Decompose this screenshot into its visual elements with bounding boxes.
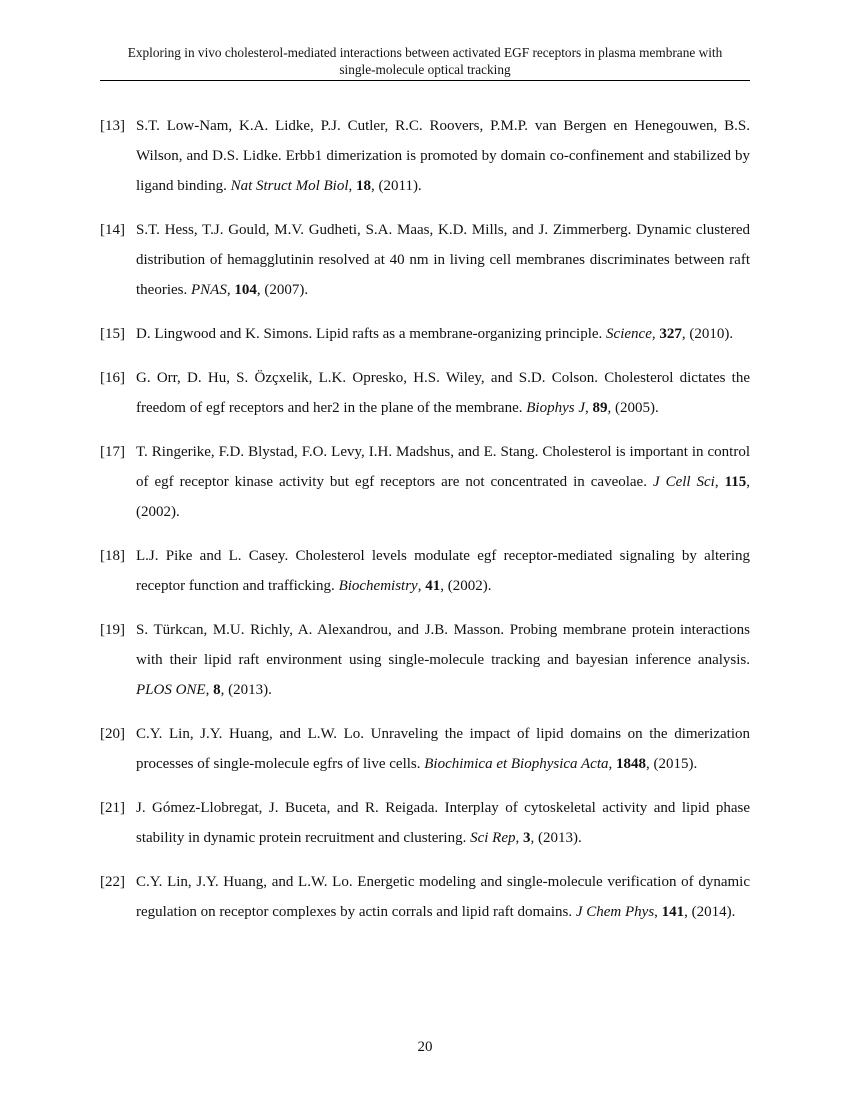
reference-journal: J Chem Phys <box>575 904 655 920</box>
reference-journal: Biochemistry <box>338 578 418 594</box>
reference-year: (2002). <box>136 504 180 520</box>
reference-volume: 104 <box>234 282 257 298</box>
reference-journal: PNAS <box>190 282 227 298</box>
header-rule <box>100 80 750 81</box>
reference-item <box>100 319 750 349</box>
reference-journal: Sci Rep <box>470 830 516 846</box>
reference-journal: Science <box>606 326 652 342</box>
reference-volume: 1848 <box>616 756 647 772</box>
reference-journal: PLOS ONE <box>136 682 206 698</box>
reference-journal: Nat Struct Mol Biol <box>230 178 349 194</box>
reference-item <box>100 215 750 305</box>
reference-text: S.T. Hess, T.J. Gould, M.V. Gudheti, S.A. Maas, K.D. Mills, and J. Zimmerberg. Dynamic clustered distribution of hemagglutinin resolved at 40 nm in living cell membranes discriminates between raft theories. PNAS, 104, (2007). <box>136 222 751 298</box>
reference-number: [14] <box>100 222 125 238</box>
reference-title: Probing membrane protein interactions with their lipid raft environment using single-molecule tracking and bayesian inference analysis. <box>136 622 750 668</box>
reference-title: Cholesterol dictates the freedom of egf receptors and her2 in the plane of the membrane. <box>136 370 751 416</box>
reference-item <box>100 541 750 601</box>
reference-year: (2015). <box>653 756 698 772</box>
reference-number: [21] <box>100 800 125 816</box>
reference-title: Unraveling the impact of lipid domains on the dimerization processes of single-molecule egfrs of live cells. <box>136 726 750 772</box>
running-header-line-2: single-molecule optical tracking <box>339 62 511 77</box>
reference-number: [19] <box>100 622 125 638</box>
reference-authors: S.T. Low-Nam, K.A. Lidke, P.J. Cutler, R.C. Roovers, P.M.P. van Bergen en Henegouwen, B.S. Wilson, and D.S. Lidke. <box>136 118 750 164</box>
reference-number: [13] <box>100 118 125 134</box>
reference-title: Interplay of cytoskeletal activity and lipid phase stability in dynamic protein recruitment and clustering. <box>136 800 751 846</box>
reference-volume: 8 <box>213 682 221 698</box>
reference-authors: S.T. Hess, T.J. Gould, M.V. Gudheti, S.A. Maas, K.D. Mills, and J. Zimmerberg. <box>136 222 632 238</box>
reference-text: C.Y. Lin, J.Y. Huang, and L.W. Lo. Unraveling the impact of lipid domains on the dimerization processes of single-molecule egfrs of live cells. Biochimica et Biophysica Acta, 1848, (2015). <box>136 726 750 772</box>
reference-volume: 18 <box>356 178 371 194</box>
reference-number: [17] <box>100 444 125 460</box>
reference-list <box>100 111 750 941</box>
reference-title: Dynamic clustered distribution of hemagglutinin resolved at 40 nm in living cell membranes discriminates between raft theories. <box>136 222 751 298</box>
reference-number: [18] <box>100 548 125 564</box>
page-number: 20 <box>417 1039 433 1055</box>
reference-year: (2005). <box>614 400 659 416</box>
reference-authors: C.Y. Lin, J.Y. Huang, and L.W. Lo. <box>136 874 353 890</box>
running-header-line-1: Exploring in vivo cholesterol-mediated interactions between activated EGF receptors in plasma membrane with <box>127 45 723 60</box>
reference-item <box>100 615 750 705</box>
reference-title: Cholesterol is important in control of egf receptor kinase activity but egf receptors are not concentrated in caveolae. <box>136 444 751 490</box>
reference-volume: 89 <box>592 400 608 416</box>
reference-number: [16] <box>100 370 125 386</box>
reference-item <box>100 793 750 853</box>
reference-text: T. Ringerike, F.D. Blystad, F.O. Levy, I.H. Madshus, and E. Stang. Cholesterol is important in control of egf receptor kinase activity but egf receptors are not concentrated in caveolae. J Cell Sci, 115, (2002). <box>136 444 751 520</box>
reference-volume: 115 <box>724 474 747 490</box>
reference-authors: L.J. Pike and L. Casey. <box>136 548 289 564</box>
reference-year: (2011). <box>378 178 422 194</box>
reference-authors: D. Lingwood and K. Simons. <box>136 326 313 342</box>
reference-year: (2013). <box>538 830 582 846</box>
reference-number: [20] <box>100 726 125 742</box>
reference-text: S. Türkcan, M.U. Richly, A. Alexandrou, and J.B. Masson. Probing membrane protein interactions with their lipid raft environment using single-molecule tracking and bayesian inference analysis. PLOS ONE, 8, (2013). <box>136 622 750 698</box>
reference-text: J. Gómez-Llobregat, J. Buceta, and R. Reigada. Interplay of cytoskeletal activity and lipid phase stability in dynamic protein recruitment and clustering. Sci Rep, 3, (2013). <box>136 800 751 846</box>
reference-item <box>100 867 750 927</box>
reference-authors: C.Y. Lin, J.Y. Huang, and L.W. Lo. <box>136 726 365 742</box>
reference-authors: T. Ringerike, F.D. Blystad, F.O. Levy, I.H. Madshus, and E. Stang. <box>136 444 539 460</box>
reference-text: G. Orr, D. Hu, S. Özçxelik, L.K. Opresko, H.S. Wiley, and S.D. Colson. Cholesterol dictates the freedom of egf receptors and her2 in the plane of the membrane. Biophys J, 89, (2005). <box>136 370 751 416</box>
reference-title: Energetic modeling and single-molecule verification of dynamic regulation on receptor complexes by actin corrals and lipid raft domains. <box>136 874 750 920</box>
reference-volume: 3 <box>523 830 531 846</box>
reference-volume: 327 <box>659 326 682 342</box>
reference-title: Erbb1 dimerization is promoted by domain co-confinement and stabilized by ligand binding. <box>136 148 751 194</box>
reference-text: L.J. Pike and L. Casey. Cholesterol levels modulate egf receptor-mediated signaling by altering receptor function and trafficking. Biochemistry, 41, (2002). <box>136 548 750 594</box>
reference-number: [15] <box>100 326 125 342</box>
reference-item <box>100 111 750 201</box>
reference-journal: Biochimica et Biophysica Acta <box>424 756 609 772</box>
reference-item <box>100 437 750 527</box>
running-header <box>100 44 750 78</box>
reference-text: C.Y. Lin, J.Y. Huang, and L.W. Lo. Energetic modeling and single-molecule verification of dynamic regulation on receptor complexes by actin corrals and lipid raft domains. J Chem Phys, 141, (2014). <box>136 874 750 920</box>
reference-authors: J. Gómez-Llobregat, J. Buceta, and R. Reigada. <box>136 800 439 816</box>
reference-title: Cholesterol levels modulate egf receptor-mediated signaling by altering receptor function and trafficking. <box>136 548 750 594</box>
reference-title: Lipid rafts as a membrane-organizing principle. <box>316 326 603 342</box>
reference-authors: S. Türkcan, M.U. Richly, A. Alexandrou, and J.B. Masson. <box>136 622 505 638</box>
reference-year: (2014). <box>691 904 736 920</box>
reference-year: (2007). <box>264 282 309 298</box>
reference-volume: 141 <box>661 904 685 920</box>
reference-year: (2002). <box>447 578 492 594</box>
reference-authors: G. Orr, D. Hu, S. Özçxelik, L.K. Opresko, H.S. Wiley, and S.D. Colson. <box>136 370 598 386</box>
reference-journal: Biophys J <box>526 400 585 416</box>
reference-item <box>100 719 750 779</box>
reference-number: [22] <box>100 874 125 890</box>
reference-text: D. Lingwood and K. Simons. Lipid rafts as a membrane-organizing principle. Science, 327, (2010). <box>136 326 734 342</box>
reference-year: (2010). <box>689 326 734 342</box>
reference-journal: J Cell Sci <box>652 474 715 490</box>
reference-volume: 41 <box>425 578 441 594</box>
reference-text: S.T. Low-Nam, K.A. Lidke, P.J. Cutler, R.C. Roovers, P.M.P. van Bergen en Henegouwen, B.S. Wilson, and D.S. Lidke. Erbb1 dimerization is promoted by domain co-confinement and stabilized by ligand binding. Nat Struct Mol Biol, 18, (2011). <box>136 118 751 194</box>
reference-year: (2013). <box>228 682 272 698</box>
reference-item <box>100 363 750 423</box>
